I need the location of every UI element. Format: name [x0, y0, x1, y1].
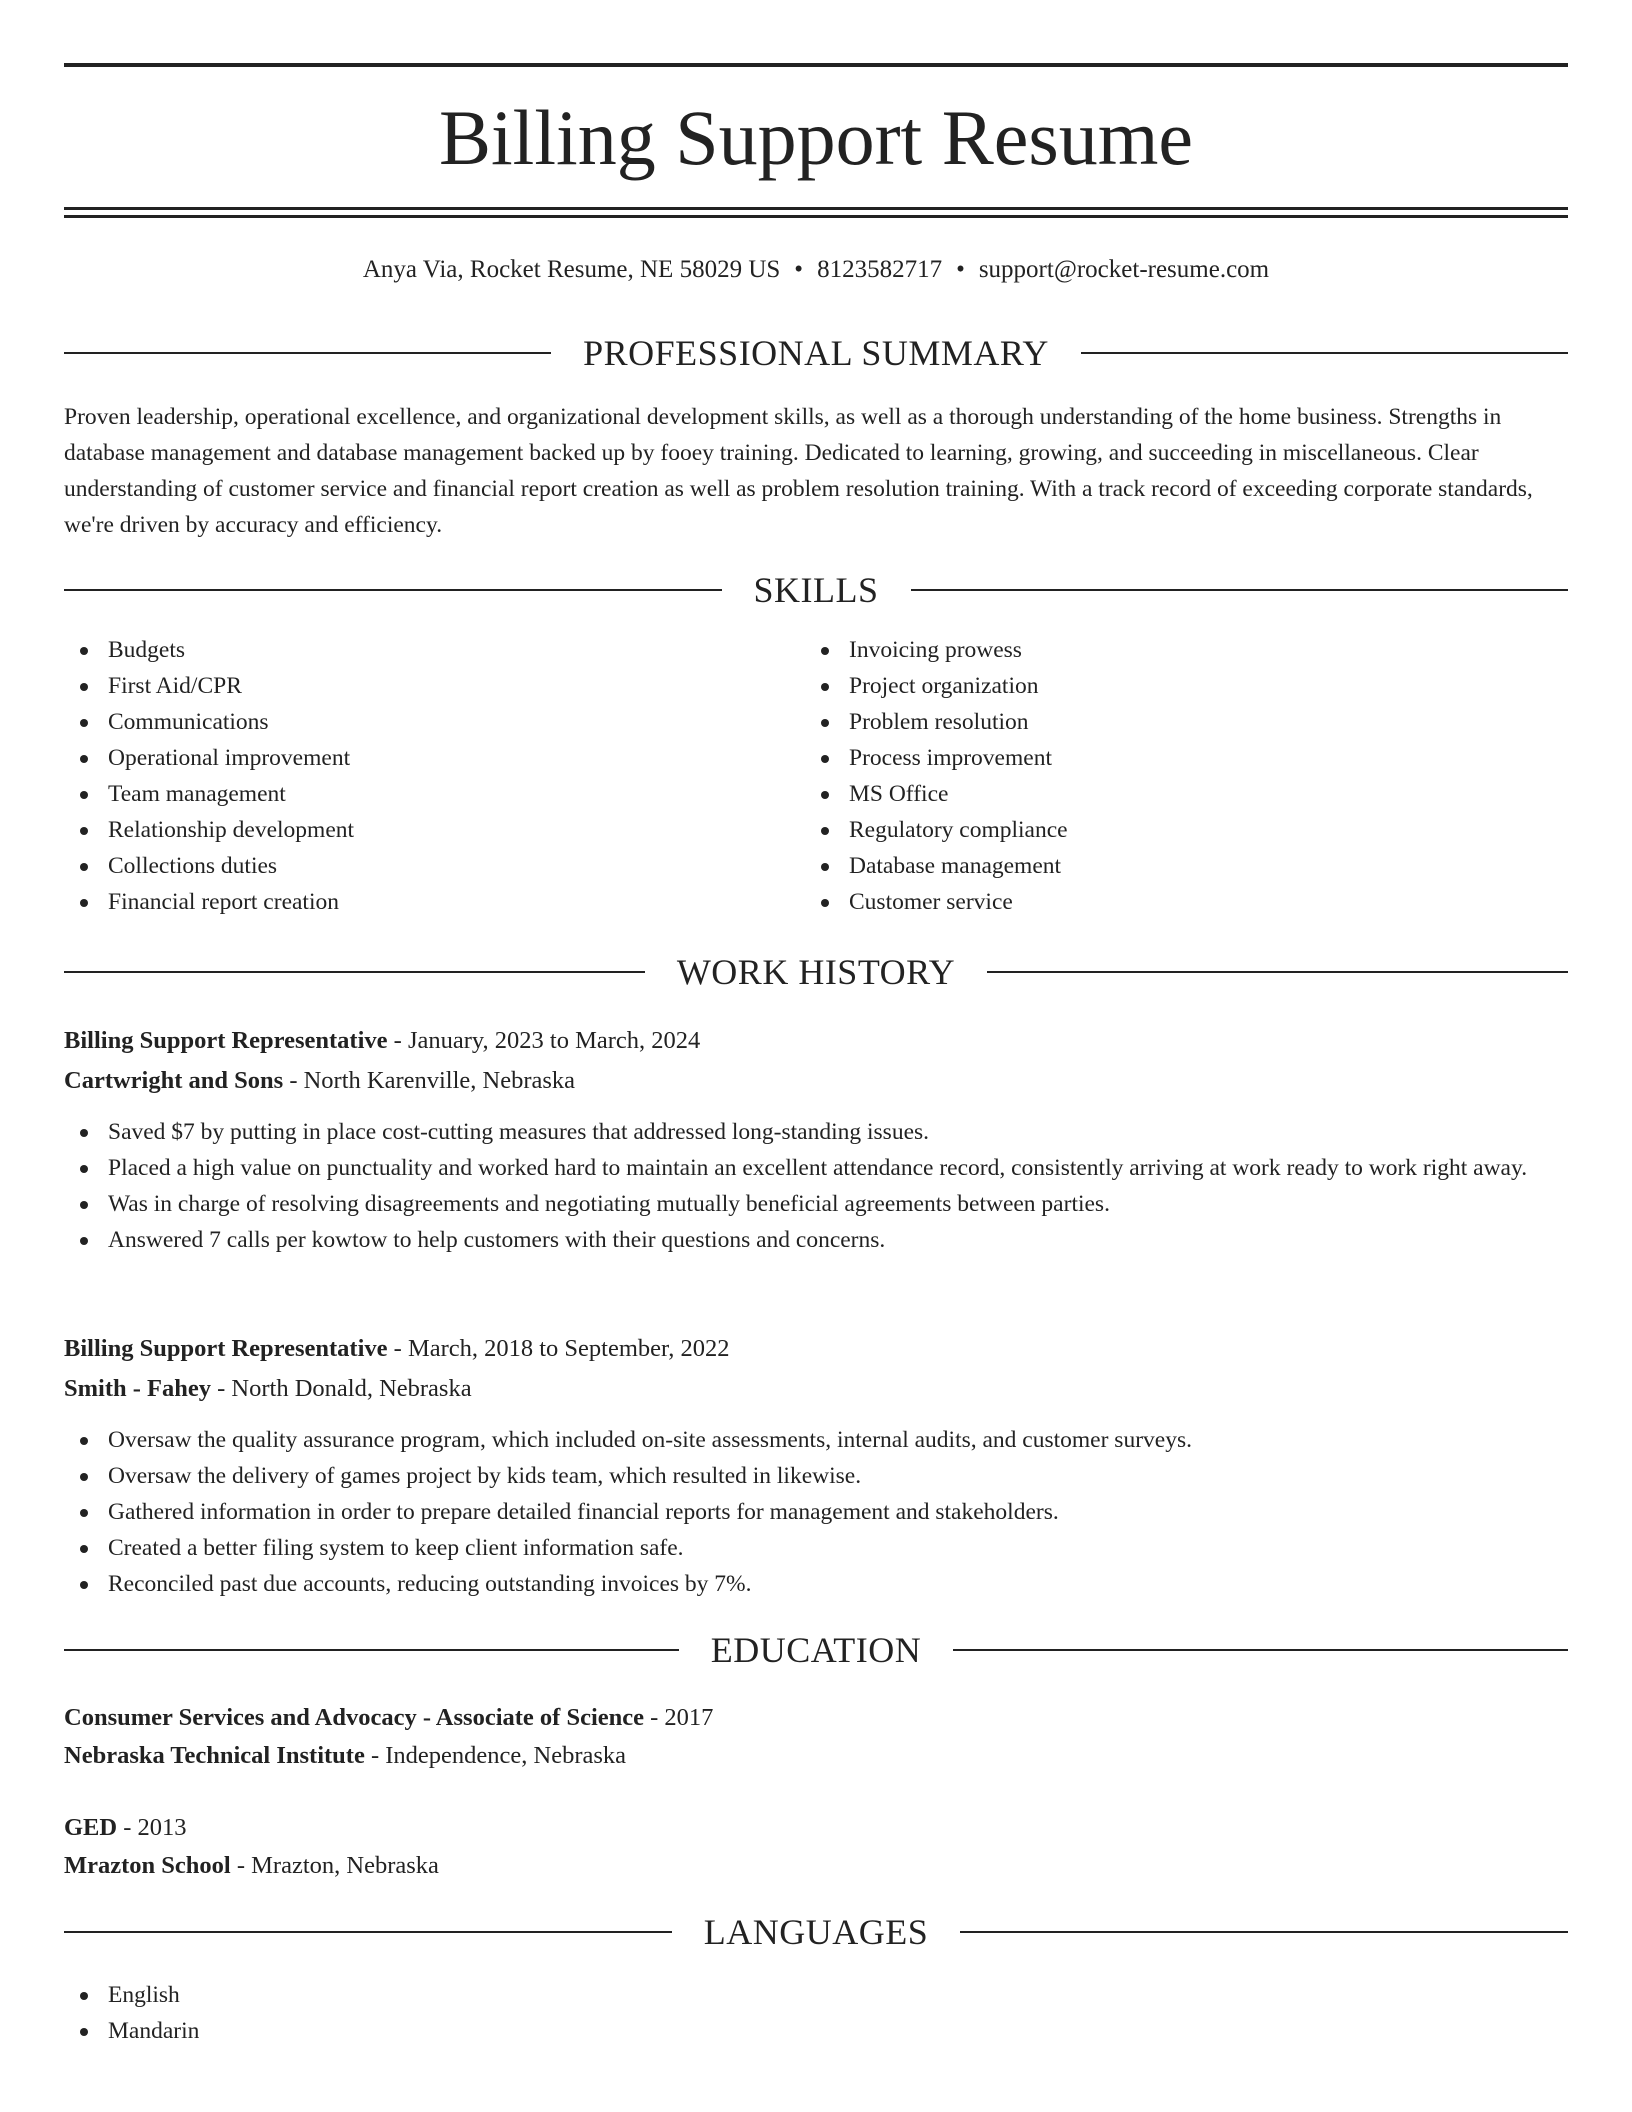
skill-item: Budgets [64, 632, 784, 668]
section-title: SKILLS [753, 570, 879, 610]
job-bullet: Answered 7 calls per kowtow to help customers with their questions and concerns. [64, 1222, 1568, 1258]
job-title-line: Billing Support Representative - January, 2023 to March, 2024 [64, 1027, 701, 1054]
skill-item: Team management [64, 776, 784, 812]
education-school-line: Nebraska Technical Institute - Independence, Nebraska [64, 1742, 627, 1769]
skills-list-right [805, 632, 1525, 920]
section-title: PROFESSIONAL SUMMARY [583, 333, 1049, 373]
heading-rule [64, 589, 722, 591]
heading-rule [64, 1931, 672, 1933]
contact-address: Anya Via, Rocket Resume, NE 58029 US [362, 256, 781, 283]
education-degree-line: Consumer Services and Advocacy - Associate of Science - 2017 [64, 1704, 714, 1731]
resume-title: Billing Support Resume [438, 94, 1194, 181]
education-degree: Consumer Services and Advocacy - Associate of Science [64, 1704, 644, 1731]
education-year: 2013 [137, 1814, 187, 1841]
job-dates: January, 2023 to March, 2024 [407, 1027, 701, 1054]
skill-item: Customer service [805, 884, 1525, 920]
job-bullet: Gathered information in order to prepare detailed financial reports for management and stakeholders. [64, 1494, 1568, 1530]
heading-rule [1081, 352, 1568, 354]
skill-item: Process improvement [805, 740, 1525, 776]
section-heading-skills [64, 570, 1568, 610]
job-bullets [64, 1114, 1568, 1258]
education-year: 2017 [664, 1704, 714, 1731]
job-bullet: Reconciled past due accounts, reducing outstanding invoices by 7%. [64, 1566, 1568, 1602]
skill-item: Relationship development [64, 812, 784, 848]
title-rule-upper [64, 207, 1568, 210]
education-school: Mrazton School [64, 1852, 231, 1879]
skill-item: MS Office [805, 776, 1525, 812]
skill-item: First Aid/CPR [64, 668, 784, 704]
contact-separator: • [956, 256, 965, 283]
job-dates: March, 2018 to September, 2022 [407, 1335, 730, 1362]
education-school: Nebraska Technical Institute [64, 1742, 365, 1769]
job-location: North Karenville, Nebraska [303, 1067, 576, 1094]
job-title: Billing Support Representative [64, 1335, 388, 1362]
job-title: Billing Support Representative [64, 1027, 388, 1054]
job-title-line: Billing Support Representative - March, 2018 to September, 2022 [64, 1335, 730, 1362]
contact-separator: • [794, 256, 804, 283]
skill-item: Project organization [805, 668, 1525, 704]
education-location: Independence, Nebraska [385, 1742, 627, 1769]
section-heading-work-history [64, 952, 1568, 992]
languages-list [64, 1977, 784, 2049]
language-item: Mandarin [64, 2013, 784, 2049]
contact-email: support@rocket-resume.com [978, 256, 1270, 283]
skill-item: Invoicing prowess [805, 632, 1525, 668]
job-company: Smith - Fahey [64, 1375, 211, 1402]
skill-item: Regulatory compliance [805, 812, 1525, 848]
job-bullet: Placed a high value on punctuality and worked hard to maintain an excellent attendance record, consistently arriving at work ready to work right away. [64, 1150, 1568, 1186]
skill-item: Collections duties [64, 848, 784, 884]
heading-rule [64, 352, 551, 354]
job-company: Cartwright and Sons [64, 1067, 284, 1094]
job-bullet: Oversaw the delivery of games project by kids team, which resulted in likewise. [64, 1458, 1568, 1494]
job-bullets [64, 1422, 1568, 1602]
title-rule-lower [64, 215, 1568, 218]
job-company-line: Smith - Fahey - North Donald, Nebraska [64, 1375, 472, 1402]
section-heading-summary [64, 333, 1568, 373]
education-degree: GED [64, 1814, 118, 1841]
skill-item: Operational improvement [64, 740, 784, 776]
heading-rule [987, 971, 1568, 973]
education-degree-line: GED - 2013 [64, 1814, 187, 1841]
heading-rule [911, 589, 1569, 591]
section-title: EDUCATION [710, 1630, 922, 1670]
section-title: LANGUAGES [703, 1912, 929, 1952]
contact-phone: 8123582717 [817, 256, 943, 283]
skills-list-left [64, 632, 784, 920]
education-location: Mrazton, Nebraska [251, 1852, 439, 1879]
section-heading-education [64, 1630, 1568, 1670]
education-school-line: Mrazton School - Mrazton, Nebraska [64, 1852, 439, 1879]
skill-item: Database management [805, 848, 1525, 884]
job-company-line: Cartwright and Sons - North Karenville, Nebraska [64, 1067, 576, 1094]
job-bullet: Created a better filing system to keep client information safe. [64, 1530, 1568, 1566]
summary-text: Proven leadership, operational excellence, and organizational development skills, as well as a thorough understanding of the home business. Strengths in database management and database management backed up by fooey training. Dedicated to learning, growing, and succeeding in miscellaneous. Clear understanding of customer service and financial report creation as well as problem resolution training. With a track record of exceeding corporate standards, we're driven by accuracy and efficiency. [64, 404, 1533, 538]
skill-item: Financial report creation [64, 884, 784, 920]
contact-line [64, 252, 1568, 288]
job-location: North Donald, Nebraska [231, 1375, 472, 1402]
section-heading-languages [64, 1912, 1568, 1952]
language-item: English [64, 1977, 784, 2013]
skill-item: Communications [64, 704, 784, 740]
heading-rule [953, 1649, 1568, 1651]
top-rule [64, 63, 1568, 67]
job-bullet: Was in charge of resolving disagreements and negotiating mutually beneficial agreements between parties. [64, 1186, 1568, 1222]
heading-rule [64, 1649, 679, 1651]
section-title: WORK HISTORY [676, 952, 956, 992]
skill-item: Problem resolution [805, 704, 1525, 740]
job-bullet: Saved $7 by putting in place cost-cutting measures that addressed long-standing issues. [64, 1114, 1568, 1150]
heading-rule [960, 1931, 1568, 1933]
heading-rule [64, 971, 645, 973]
job-bullet: Oversaw the quality assurance program, which included on-site assessments, internal audits, and customer surveys. [64, 1422, 1568, 1458]
